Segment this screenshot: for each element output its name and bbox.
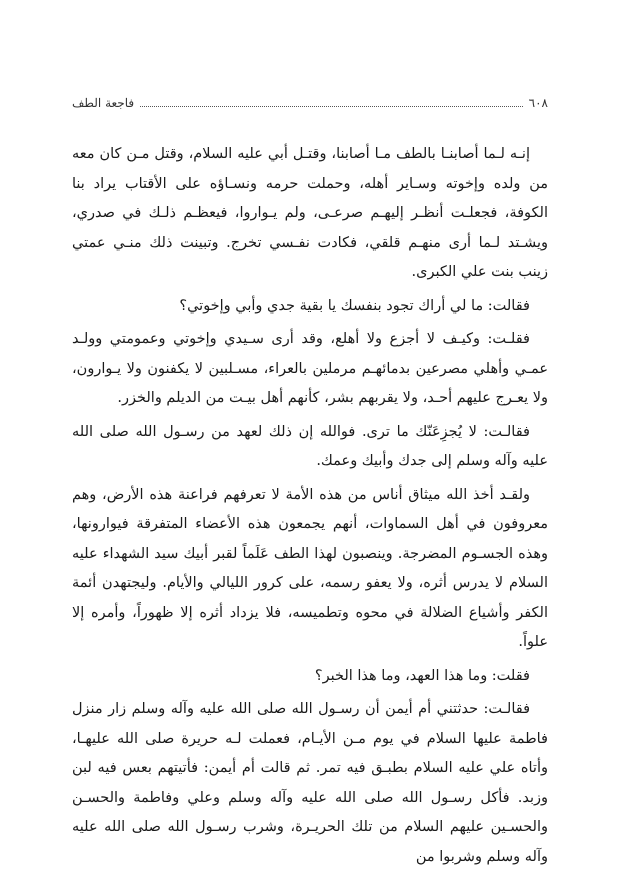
paragraph: فقالت: ما لي أراك تجود بنفسك يا بقية جدي وأبي وإخوتي؟ <box>179 297 530 314</box>
page-header <box>72 94 548 112</box>
paragraph: ولقـد أخذ الله ميثاق أناس من هذه الأمة لا تعرفهم فراعنة هذه الأرض، وهم معروفون في أهل السماوات، أنهم يجمعون هذه الأعضاء المتفرقة فيوارونها، وهذه الجسـوم المضرجة. وينصبون لهذا الطف عَلَماً لقبر أبيك سيد الشهداء عليه السلام لا يدرس أثره، ولا يعفو رسمه، على كرور الليالي والأيام. وليجتهدن أئمة الكفر وأشياع الضلالة في محوه وتطميسه، فلا يزداد أثره إلا ظهوراً، وأمره إلا علواً. <box>72 486 548 650</box>
running-title: فاجعة الطف <box>72 96 135 110</box>
paragraph: فقلت: وما هذا العهد، وما هذا الخبر؟ <box>314 667 530 684</box>
paragraph: فقالـت: لا يُجزِعَنّك ما ترى. فوالله إن ذلك لعهد من رسـول الله صلى الله عليه وآله وسلم إلى جدك وأبيك وعمك. <box>72 423 548 469</box>
page-number: ٦٠٨ <box>528 96 548 110</box>
paragraph: إنـه لـما أصابنـا بالطف مـا أصابنا، وقتـل أبي عليه السلام، وقتل مـن كان معه من ولده وإخوته وسـاير أهله، وحملت حرمه ونسـاؤه على الأقتاب يراد بنا الكوفة، فجعلـت أنظـر إليهـم صرعـى، ولم يـواروا، فيعظـم ذلـك في صدري، ويشـتد لـما أرى منهـم قلقي، فكادت نفـسي تخرج. وتبينت ذلك منـي عمتي زينب بنت علي الكبرى. <box>72 146 548 280</box>
body-text <box>72 140 548 872</box>
dotted-leader <box>140 105 523 107</box>
paragraph: فقالـت: حدثتني أم أيمن أن رسـول الله صلى الله عليه وآله وسلم زار منزل فاطمة عليها السلام في يوم مـن الأيـام، فعملت لـه حريرة صلى الله عليهـا، وأتاه علي عليه السلام بطبـق فيه تمر. ثم قالت أم أيمن: فأتيتهم بعس فيه لبن وزبد. فأكل رسـول الله صلى الله عليه وآله وسلم وعلي وفاطمة والحسـن والحسـين عليهم السلام من تلك الحريـرة، وشرب رسـول الله صلى الله عليه وآله وسلم وشربوا من <box>72 701 548 865</box>
paragraph: فقلـت: وكيـف لا أجزع ولا أهلع، وقد أرى سـيدي وإخوتي وعمومتي وولـد عمـي وأهلي مصرعين بدمائهـم مرملين بالعراء، مسـلبين لا يكفنون ولا يـوارون، ولا يعـرج عليهم أحـد، ولا يقربهم بشر، كأنهم أهل بيـت من الديلم والخزر. <box>72 331 548 406</box>
